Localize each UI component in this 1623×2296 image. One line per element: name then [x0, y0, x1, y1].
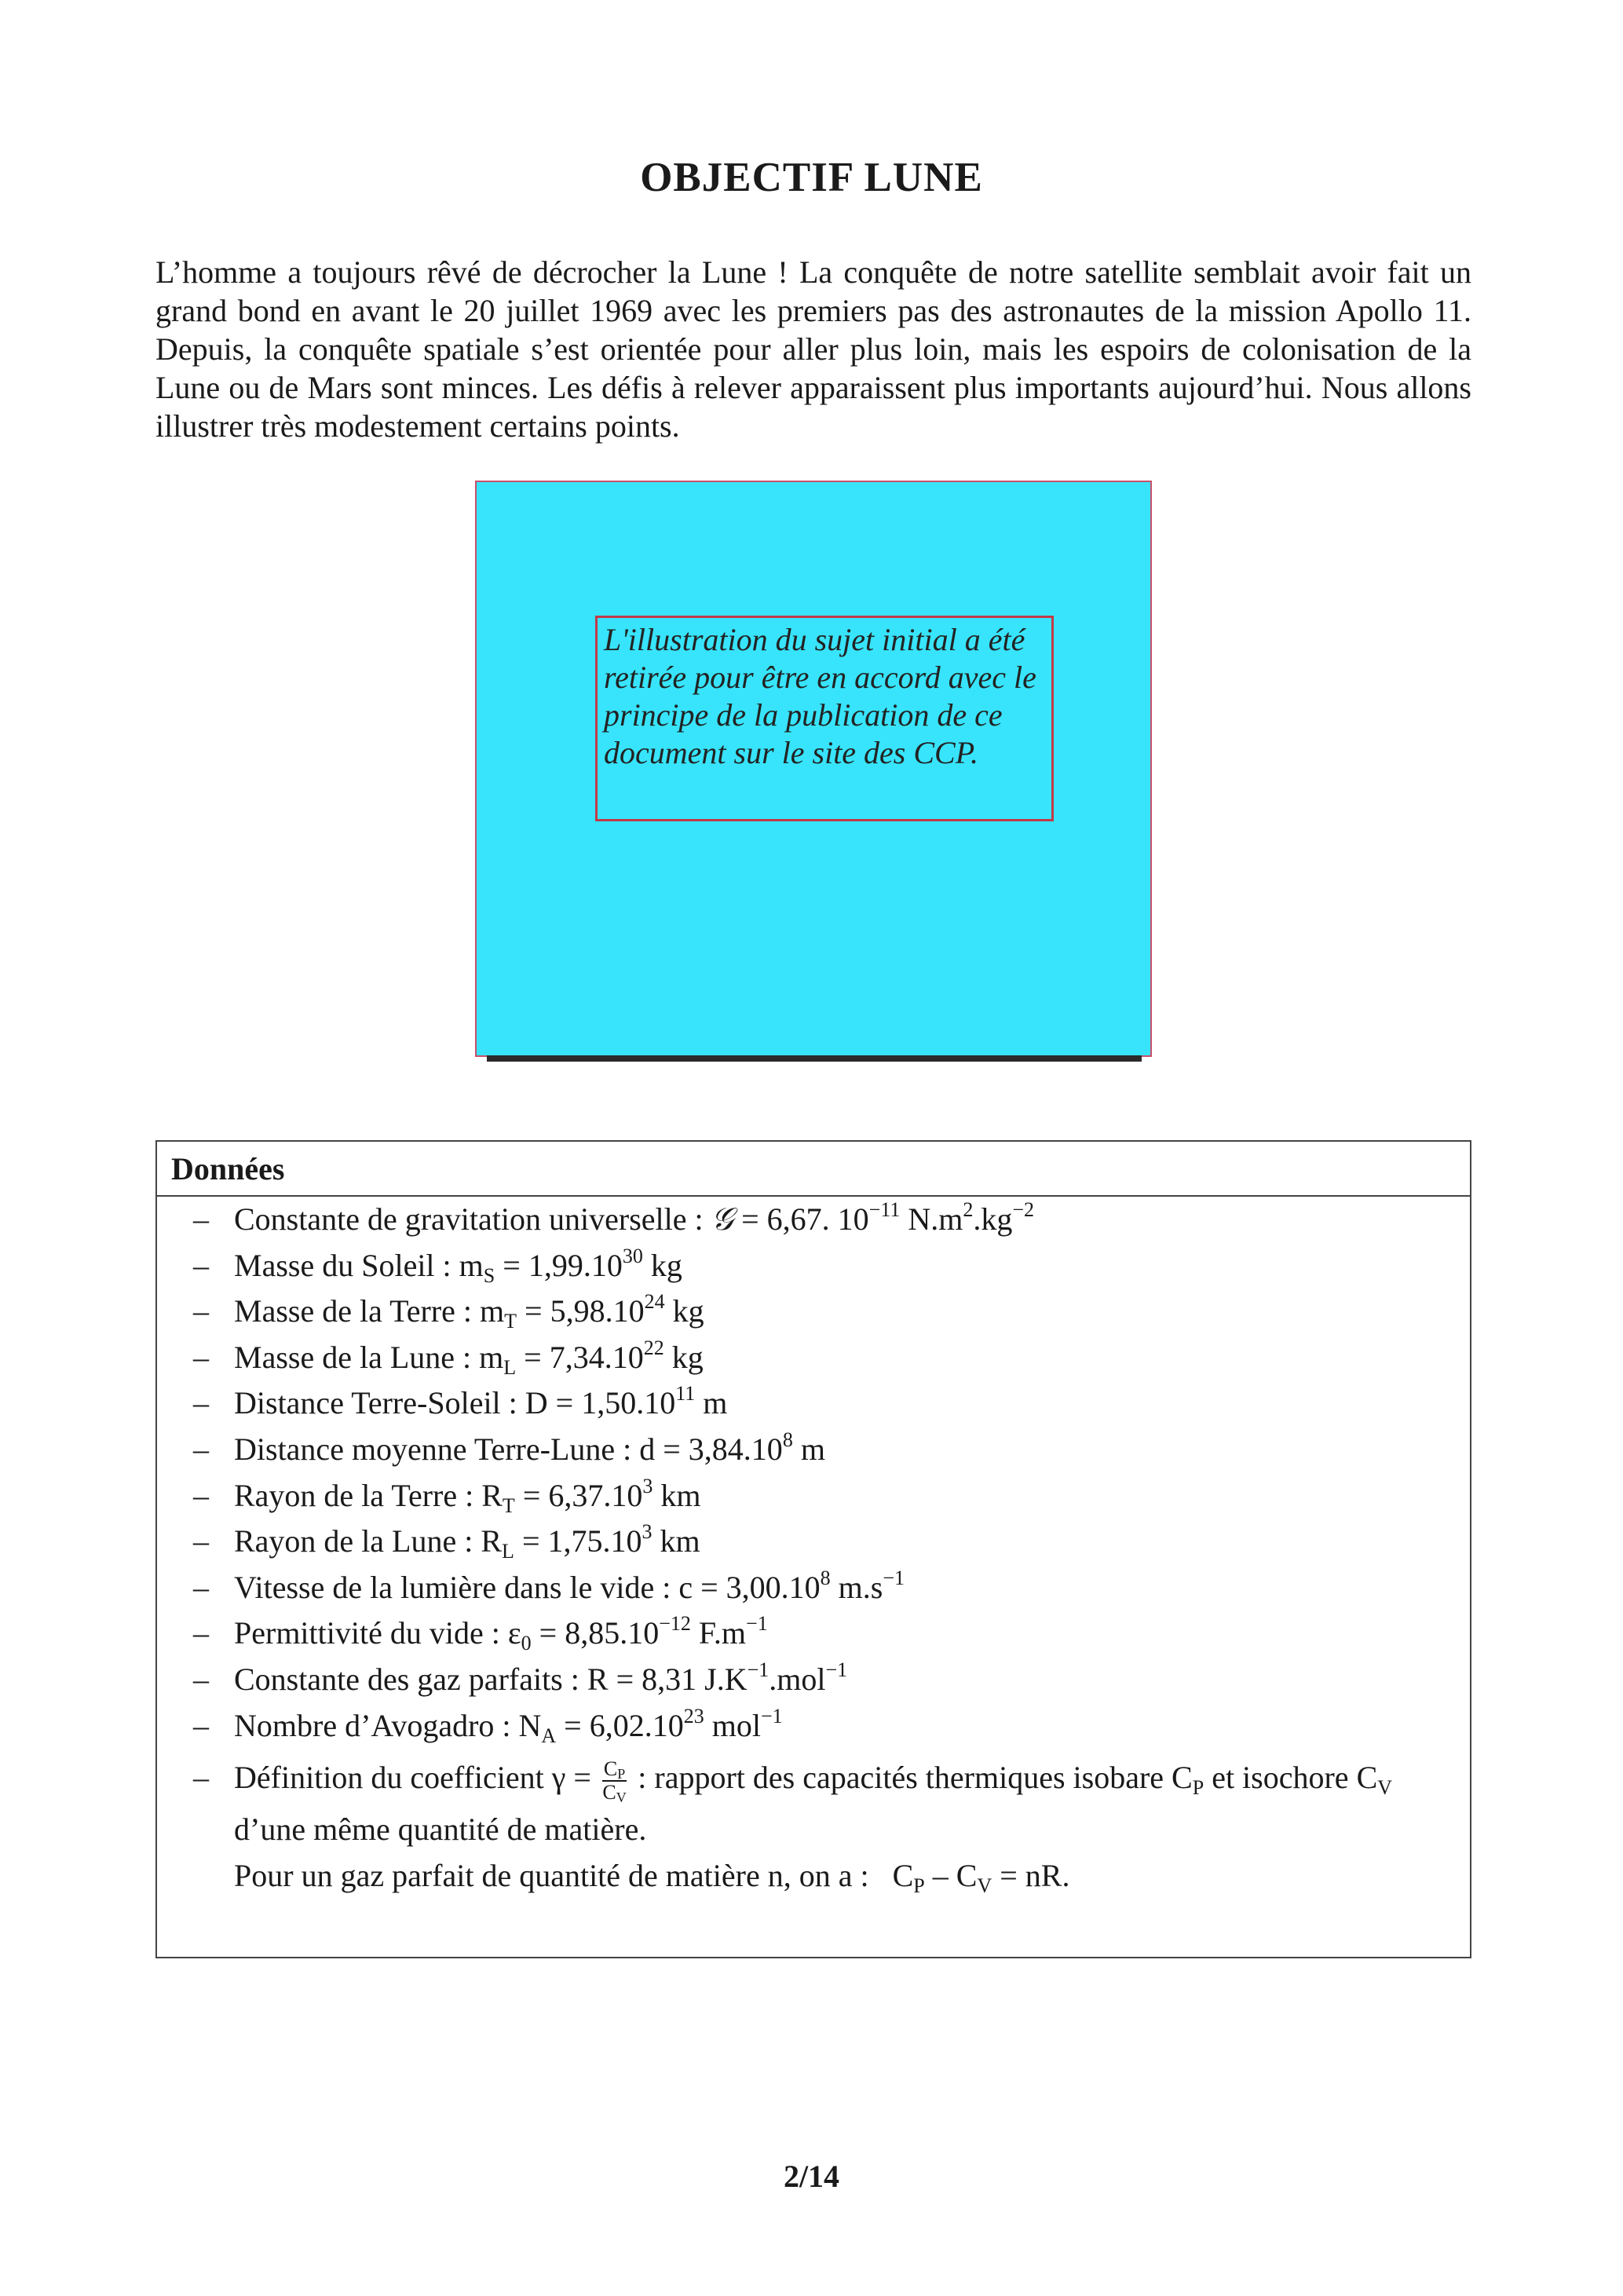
data-item-gamma-line3: Pour un gaz parfait de quantité de matière n, on a : $C_P - C_V$ = nR. [234, 1857, 1070, 1897]
data-item: – Masse de la Terre : $m_T = 5,98.10^{24}$ kg [157, 1289, 1470, 1335]
data-item: – Rayon de la Terre : $R_T = 6,37.10^3$ km [157, 1473, 1470, 1519]
data-item: – Constante de gravitation universelle : 𝒢 = 6,67. $10^{-11}$ $N.m^2.kg^{-2}$ [157, 1197, 1470, 1243]
data-item: – Distance Terre-Soleil : $D = 1,50.10^{11}$ m [157, 1380, 1470, 1427]
donnees-box [155, 1140, 1471, 1958]
data-item: – Distance moyenne Terre-Lune : $d = 3,84.10^8$ m [157, 1427, 1470, 1473]
data-item: – Vitesse de la lumière dans le vide : $c = 3,00.10^8$ $m.s^{-1}$ [157, 1565, 1470, 1611]
data-item: – Constante des gaz parfaits : R = 8,31 $J.K^{-1}.mol^{-1}$ [157, 1657, 1470, 1703]
donnees-heading: Données [157, 1142, 1470, 1197]
data-item: – Permittivité du vide : $\varepsilon_0 = 8,85.10^{-12}$ $F.m^{-1}$ [157, 1610, 1470, 1657]
intro-paragraph [155, 253, 1471, 445]
intro-text: L’homme a toujours rêvé de décrocher la Lune ! La conquête de notre satellite semblait avoir fait un grand bond en avant le 20 juillet 1969 avec les premiers pas des astronautes de la mission Apollo 11. Depuis, la conquête spatiale s’est orientée pour aller plus loin, mais les espoirs de colonisation de la Lune ou de Mars sont minces. Les défis à relever apparaissent plus importants aujourd’hui. Nous allons illustrer très modestement certains points. [155, 254, 1471, 444]
page-title: OBJECTIF LUNE [640, 155, 983, 200]
data-item: – Rayon de la Lune : $R_L = 1,75.10^3$ km [157, 1519, 1470, 1565]
data-item: – Masse du Soleil : $m_S = 1,99.10^{30}$ kg [157, 1243, 1470, 1289]
data-item-gamma-line2: d’une même quantité de matière. [234, 1812, 647, 1848]
data-item: – Nombre d’Avogadro : $N_A = 6,02.10^{23}$ mol$^{-1}$ [157, 1703, 1470, 1749]
illustration-notice: L'illustration du sujet initial a été retirée pour être en accord avec le principe de la publication de ce document sur le site des CCP. [595, 616, 1054, 821]
data-item: – Masse de la Lune : $m_L = 7,34.10^{22}$ kg [157, 1335, 1470, 1381]
data-item-gamma: – Définition du coefficient γ = $\frac{C_P}{C_V}$ : rapport des capacités thermiques isobare $C_P$ et isochore $C_V$ [157, 1749, 1470, 1807]
page-number: 2/14 [783, 2159, 840, 2194]
gamma-fraction: $\frac{C_P}{C_V}$ [602, 1757, 627, 1805]
illustration-edge [487, 1055, 1142, 1062]
donnees-list [157, 1197, 1470, 1899]
